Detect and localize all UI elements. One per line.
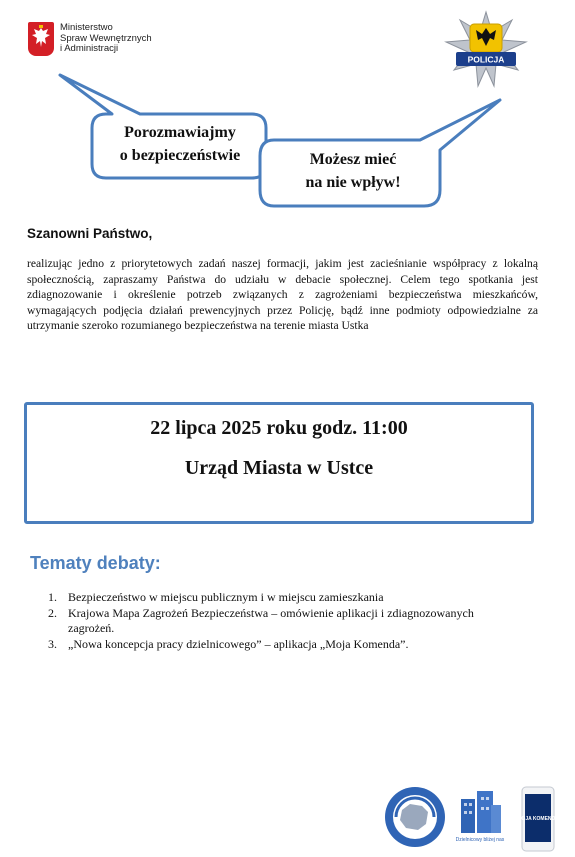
- moja-komenda-text: MOJA KOMENDA: [517, 816, 559, 822]
- topics-title: Tematy debaty:: [30, 553, 161, 573]
- bubble-left-line: Porozmawiajmy: [124, 124, 236, 141]
- event-date: 22 lipca 2025 roku godz. 11:00: [150, 417, 408, 439]
- bubble-left-text: [96, 121, 264, 167]
- event-place: Urząd Miasta w Ustce: [184, 457, 374, 479]
- ministry-line: Ministerstwo: [60, 22, 113, 33]
- list-number: 3.: [48, 636, 57, 651]
- ministry-line: i Administracji: [60, 43, 119, 54]
- list-text: Krajowa Mapa Zagrożeń Bezpieczeństwa – omówienie aplikacji i zdiagnozowanych zagrożeń.: [68, 605, 474, 636]
- topics-list: [40, 590, 520, 652]
- speech-bubbles: [0, 60, 575, 220]
- police-badge-text: POLICJA: [467, 54, 505, 65]
- ministry-logo: [28, 22, 178, 62]
- dzielnicowy-logo: [455, 789, 505, 851]
- bubble-right-text: [268, 148, 438, 194]
- list-number: 1.: [48, 590, 57, 604]
- intro-paragraph: realizując jedno z priorytetowych zadań naszej formacji, jakim jest zacieśnianie współpracy z lokalną społecznością, zapraszamy Państwa do udziału w debacie społecznej. Celem tego spotkania jest zdiagnozowanie i określenie potrzeb związanych z zagrożeniami bezpieczeństwa mieszkańców, wymagających podjęcia działań prewencyjnych przez Policję, bądź inne podmioty odpowiedzialne za utrzymanie szeroko rozumianego bezpieczeństwa na terenie miasta Ustka: [27, 257, 538, 333]
- ministry-line: Spraw Wewnętrznych: [60, 32, 152, 44]
- list-item: [40, 637, 520, 653]
- list-text: „Nowa koncepcja pracy dzielnicowego” – aplikacja „Moja Komenda”.: [68, 636, 409, 651]
- list-number: 2.: [48, 605, 57, 620]
- list-item: [40, 606, 520, 637]
- bubble-left-line: o bezpieczeństwie: [119, 147, 241, 164]
- ministry-name: [60, 23, 152, 55]
- safety-map-logo: [384, 786, 446, 848]
- bubble-right-line: Możesz mieć: [309, 151, 397, 168]
- dzielnicowy-text: Dzielnicowy bliżej nas: [455, 837, 505, 843]
- moja-komenda-logo: [517, 786, 559, 852]
- list-item: [40, 590, 520, 606]
- list-text: Bezpieczeństwo w miejscu publicznym i w miejscu zamieszkania: [68, 590, 384, 604]
- bubble-right-line: na nie wpływ!: [305, 174, 401, 191]
- polish-eagle-icon: [28, 22, 54, 56]
- event-box: [24, 402, 534, 524]
- greeting: Szanowni Państwo,: [27, 226, 153, 241]
